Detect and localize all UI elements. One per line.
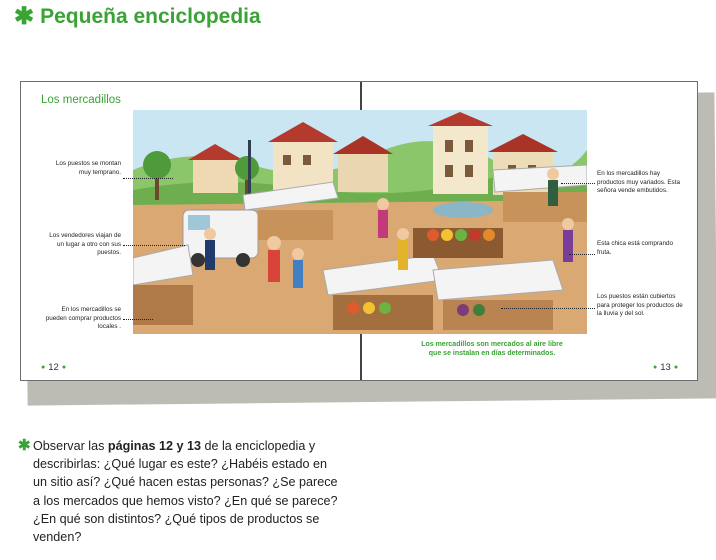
annotation-local-products: En los mercadillos se pueden comprar productos locales .	[45, 306, 121, 331]
section-title	[14, 2, 261, 31]
page-heading: Los mercadillos	[41, 94, 121, 106]
asterisk-icon: ✱	[14, 3, 35, 30]
leader-line	[501, 308, 595, 309]
activity-instruction: ✱ Observar las páginas 12 y 13 de la enciclopedia y describirlas: ¿Qué lugar es este? ¿Habéis estado en un sitio así? ¿Qué hacen estas personas? ¿Se parece a los mercados que hemos visto? ¿En qué se parece? ¿En qué son distintos? ¿Qué tipos de productos se venden?	[18, 437, 338, 545]
dot-icon: ●	[41, 364, 46, 371]
dot-icon: ●	[61, 364, 67, 371]
asterisk-icon: ✱	[18, 437, 31, 454]
encyclopedia-spread	[20, 81, 698, 381]
leader-line	[123, 319, 153, 320]
dot-icon: ●	[673, 364, 679, 371]
annotation-covered-stalls: Los puestos están cubiertos para proteger los productos de la lluvia y del sol.	[597, 293, 683, 318]
annotation-stalls-early: Los puestos se montan muy temprano.	[55, 160, 121, 176]
annotation-variety: En los mercadillos hay productos muy variados. Esta señora vende embutidos.	[597, 170, 680, 195]
leader-line	[561, 183, 595, 184]
van	[183, 210, 258, 267]
page-number-right: ● 13 ●	[653, 362, 679, 373]
annotation-girl-fruit: Esta chica está comprando fruta.	[597, 240, 673, 256]
leader-line	[123, 245, 185, 246]
illustration-caption: Los mercadillos son mercados al aire libre que se instalan en días determinados.	[421, 341, 563, 357]
page-number-left: ● 12 ●	[41, 362, 67, 373]
dot-icon: ●	[653, 364, 658, 371]
leader-line	[123, 178, 173, 179]
annotation-vendors-travel: Los vendedores viajan de un lugar a otro con sus puestos.	[49, 232, 121, 257]
section-title-text: Pequeña enciclopedia	[40, 4, 261, 28]
leader-line	[569, 254, 595, 255]
market-illustration	[133, 110, 587, 334]
fountain	[433, 202, 493, 218]
